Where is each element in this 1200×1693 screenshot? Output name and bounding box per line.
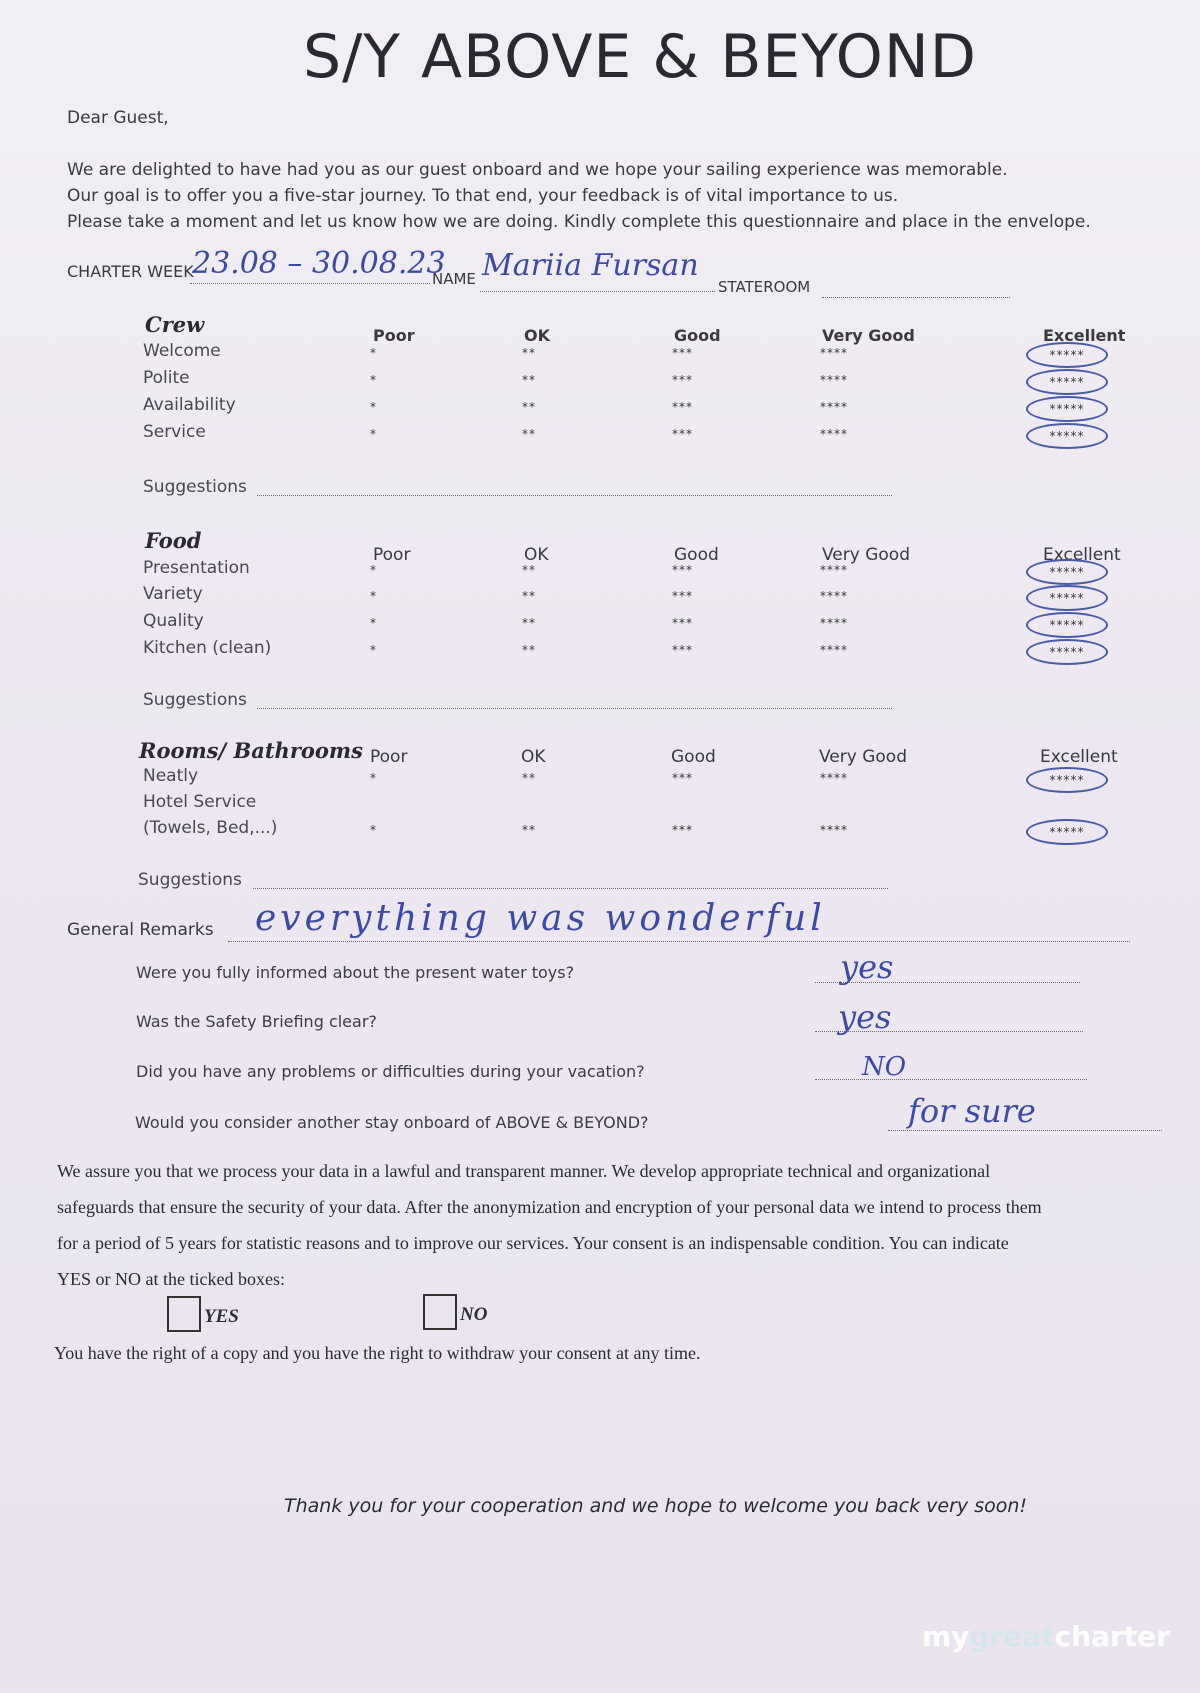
rating-option[interactable]: **** xyxy=(820,346,848,360)
rating-option[interactable]: **** xyxy=(820,589,848,603)
privacy-line-1: We assure you that we process your data in a lawful and transparent manner. We develop appropriate technical and organizational xyxy=(57,1161,991,1181)
column-header-ok: OK xyxy=(521,747,546,767)
column-header-good: Good xyxy=(674,326,721,345)
suggestions-label: Suggestions xyxy=(138,870,242,890)
rating-option[interactable]: * xyxy=(370,643,377,657)
rating-option-selected[interactable]: ***** xyxy=(1026,585,1108,611)
rating-option[interactable]: ** xyxy=(522,400,536,414)
rating-option-selected[interactable]: ***** xyxy=(1026,819,1108,845)
privacy-line-3: for a period of 5 years for statistic reasons and to improve our services. Your consent is an indispensable condition. You can indicate xyxy=(57,1233,1009,1253)
question-safety-briefing: Was the Safety Briefing clear? xyxy=(136,1012,377,1031)
name-label: NAME xyxy=(432,270,476,288)
document-title: S/Y ABOVE & BEYOND xyxy=(303,22,977,92)
rating-option[interactable]: **** xyxy=(820,616,848,630)
column-header-very-good: Very Good xyxy=(822,326,915,345)
rating-option[interactable]: **** xyxy=(820,563,848,577)
rating-option[interactable]: *** xyxy=(672,346,693,360)
question-another-stay: Would you consider another stay onboard of ABOVE & BEYOND? xyxy=(135,1113,649,1132)
rating-item-label: Polite xyxy=(143,368,190,388)
general-remarks-label: General Remarks xyxy=(67,920,214,940)
answer-another-stay[interactable]: for sure xyxy=(908,1092,1036,1130)
answer-safety-briefing[interactable]: yes xyxy=(838,998,892,1036)
rating-option[interactable]: * xyxy=(370,400,377,414)
column-header-poor: Poor xyxy=(373,545,411,565)
rating-option[interactable]: *** xyxy=(672,589,693,603)
rating-option[interactable]: *** xyxy=(672,616,693,630)
rating-option[interactable]: * xyxy=(370,563,377,577)
rating-option[interactable]: ** xyxy=(522,427,536,441)
rating-item-label: Service xyxy=(143,422,206,442)
answer-water-toys[interactable]: yes xyxy=(840,948,894,986)
column-header-good: Good xyxy=(671,747,716,767)
consent-no-label: NO xyxy=(460,1304,488,1325)
rating-option[interactable]: * xyxy=(370,589,377,603)
rating-option[interactable]: **** xyxy=(820,373,848,387)
answer-problems[interactable]: NO xyxy=(862,1052,907,1082)
watermark-part-2: great xyxy=(969,1620,1055,1653)
column-header-excellent: Excellent xyxy=(1043,326,1126,345)
rating-option[interactable]: ** xyxy=(522,616,536,630)
rating-option[interactable]: * xyxy=(370,823,377,837)
general-remarks-line xyxy=(228,941,1130,942)
rating-option[interactable]: *** xyxy=(672,771,693,785)
rating-option-selected[interactable]: ***** xyxy=(1026,342,1108,368)
privacy-line-4: YES or NO at the ticked boxes: xyxy=(57,1269,285,1289)
rating-option[interactable]: ** xyxy=(522,563,536,577)
watermark-part-1: my xyxy=(922,1620,970,1653)
rating-option[interactable]: ** xyxy=(522,643,536,657)
consent-yes-checkbox[interactable] xyxy=(167,1296,201,1332)
withdraw-text: You have the right of a copy and you have the right to withdraw your consent at any time. xyxy=(54,1343,701,1363)
rating-option[interactable]: * xyxy=(370,346,377,360)
column-header-ok: OK xyxy=(524,545,549,565)
rating-item-label: Availability xyxy=(143,395,236,415)
rating-option-selected[interactable]: ***** xyxy=(1026,767,1108,793)
rating-item-label: Hotel Service xyxy=(143,792,257,812)
rating-option[interactable]: ** xyxy=(522,373,536,387)
rating-option[interactable]: ** xyxy=(522,589,536,603)
rating-option-selected[interactable]: ***** xyxy=(1026,423,1108,449)
column-header-very-good: Very Good xyxy=(822,545,910,565)
section-title-food: Food xyxy=(145,528,202,553)
intro-line-2: Our goal is to offer you a five-star journey. To that end, your feedback is of vital importance to us. xyxy=(67,186,899,206)
column-header-poor: Poor xyxy=(370,747,408,767)
name-line xyxy=(480,291,715,292)
charter-week-value[interactable]: 23.08 – 30.08.23 xyxy=(192,246,446,281)
rating-item-label: Presentation xyxy=(143,558,250,578)
suggestions-line[interactable] xyxy=(257,495,892,496)
charter-week-label: CHARTER WEEK xyxy=(67,262,194,281)
rating-option[interactable]: * xyxy=(370,427,377,441)
rating-item-label: Kitchen (clean) xyxy=(143,638,272,658)
general-remarks-value[interactable]: everything was wonderful xyxy=(255,898,826,939)
watermark-logo xyxy=(922,1620,1170,1653)
rating-option-selected[interactable]: ***** xyxy=(1026,639,1108,665)
rating-option-selected[interactable]: ***** xyxy=(1026,612,1108,638)
thank-you-text: Thank you for your cooperation and we hope to welcome you back very soon! xyxy=(284,1495,1028,1517)
intro-line-3: Please take a moment and let us know how we are doing. Kindly complete this questionnaire and place in the envelope. xyxy=(67,212,1091,232)
intro-line-1: We are delighted to have had you as our guest onboard and we hope your sailing experience was memorable. xyxy=(67,160,1008,180)
rating-option[interactable]: * xyxy=(370,373,377,387)
watermark-part-3: charter xyxy=(1054,1620,1170,1653)
rating-option[interactable]: ** xyxy=(522,823,536,837)
rating-option[interactable]: **** xyxy=(820,823,848,837)
rating-item-label: Variety xyxy=(143,584,203,604)
rating-option-selected[interactable]: ***** xyxy=(1026,559,1108,585)
consent-yes-label: YES xyxy=(204,1306,239,1327)
stateroom-line[interactable] xyxy=(822,297,1010,298)
rating-option[interactable]: *** xyxy=(672,823,693,837)
column-header-excellent: Excellent xyxy=(1040,747,1118,767)
rating-option[interactable]: *** xyxy=(672,400,693,414)
suggestions-label: Suggestions xyxy=(143,477,247,497)
rating-option[interactable]: *** xyxy=(672,373,693,387)
suggestions-line[interactable] xyxy=(257,708,892,709)
column-header-very-good: Very Good xyxy=(819,747,907,767)
greeting: Dear Guest, xyxy=(67,108,169,128)
section-title-crew: Crew xyxy=(145,312,205,337)
rating-option[interactable]: * xyxy=(370,771,377,785)
privacy-line-2: safeguards that ensure the security of your data. After the anonymization and encryption of your personal data we intend to process them xyxy=(57,1197,1042,1217)
charter-week-line xyxy=(190,283,430,284)
rating-option[interactable]: *** xyxy=(672,427,693,441)
rating-option[interactable]: **** xyxy=(820,643,848,657)
column-header-good: Good xyxy=(674,545,719,565)
rating-item-label: (Towels, Bed,...) xyxy=(143,818,278,838)
column-header-poor: Poor xyxy=(373,326,415,345)
question-water-toys: Were you fully informed about the present water toys? xyxy=(136,963,575,982)
rating-option[interactable]: **** xyxy=(820,427,848,441)
rating-item-label: Neatly xyxy=(143,766,199,786)
column-header-ok: OK xyxy=(524,326,550,345)
rating-option[interactable]: **** xyxy=(820,400,848,414)
rating-item-label: Welcome xyxy=(143,341,221,361)
section-title-rooms-bathrooms: Rooms/ Bathrooms xyxy=(139,738,363,763)
consent-no-checkbox[interactable] xyxy=(423,1294,457,1330)
answer-line-3 xyxy=(815,1079,1087,1080)
name-value[interactable]: Mariia Fursan xyxy=(482,248,699,283)
rating-option-selected[interactable]: ***** xyxy=(1026,369,1108,395)
stateroom-label: STATEROOM xyxy=(718,278,811,296)
rating-option[interactable]: * xyxy=(370,616,377,630)
answer-line-4 xyxy=(888,1130,1162,1131)
rating-option-selected[interactable]: ***** xyxy=(1026,396,1108,422)
suggestions-line[interactable] xyxy=(253,888,888,889)
rating-option[interactable]: *** xyxy=(672,563,693,577)
suggestions-label: Suggestions xyxy=(143,690,247,710)
rating-option[interactable]: ** xyxy=(522,346,536,360)
rating-option[interactable]: **** xyxy=(820,771,848,785)
rating-option[interactable]: ** xyxy=(522,771,536,785)
question-problems: Did you have any problems or difficulties during your vacation? xyxy=(136,1062,645,1081)
column-header-excellent: Excellent xyxy=(1043,545,1121,565)
rating-item-label: Quality xyxy=(143,611,204,631)
rating-option[interactable]: *** xyxy=(672,643,693,657)
